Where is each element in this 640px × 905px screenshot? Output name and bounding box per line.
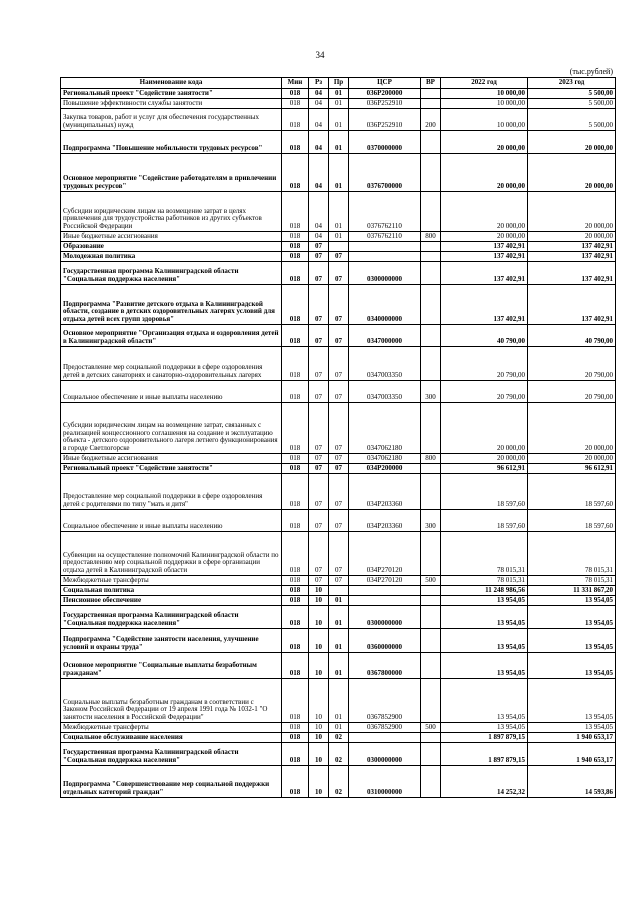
cell-vr [421, 262, 441, 285]
cell-name: Основное мероприятие "Организация отдыха и оздоровления детей в Калининградской области" [61, 325, 282, 347]
cell-rz: 10 [309, 679, 329, 723]
cell-name: Социальное обеспечение и иные выплаты населению [61, 510, 282, 532]
cell-name: Субсидии юридическим лицам на возмещение затрат, связанных с реализацией концессионного соглашения на создание и эксплуатацию объекта - детского оздоровительного лагеря летнего функционирования в городе Светлогорске [61, 403, 282, 454]
cell-2022: 137 402,91 [441, 252, 528, 262]
cell-vr [421, 403, 441, 454]
cell-name: Государственная программа Калининградской области "Социальная поддержка населения" [61, 743, 282, 766]
cell-rz: 07 [309, 381, 329, 403]
cell-vr [421, 192, 441, 232]
page-number: 34 [315, 50, 325, 60]
cell-name: Основное мероприятие "Содействие работодателям в привлечении трудовых ресурсов" [61, 154, 282, 192]
cell-csr: 0367852900 [349, 723, 421, 733]
table-row [61, 99, 616, 109]
cell-2023: 96 612,91 [528, 464, 616, 474]
cell-csr: 0310000000 [349, 766, 421, 798]
cell-name: Повышение эффективности службы занятости [61, 99, 282, 109]
cell-vr: 800 [421, 232, 441, 242]
cell-csr [349, 733, 421, 743]
table-row [61, 154, 616, 192]
table-row [61, 743, 616, 766]
header-vr: ВР [421, 78, 441, 89]
cell-pr: 07 [329, 262, 349, 285]
cell-min: 018 [282, 192, 309, 232]
cell-pr: 02 [329, 743, 349, 766]
cell-vr [421, 252, 441, 262]
cell-2022: 14 252,32 [441, 766, 528, 798]
cell-2023: 20 000,00 [528, 454, 616, 464]
cell-csr [349, 242, 421, 252]
cell-vr: 200 [421, 109, 441, 131]
header-row [61, 78, 616, 89]
cell-2023: 20 790,00 [528, 381, 616, 403]
cell-pr: 07 [329, 403, 349, 454]
cell-min: 018 [282, 242, 309, 252]
cell-min: 018 [282, 733, 309, 743]
cell-2022: 20 000,00 [441, 454, 528, 464]
cell-min: 018 [282, 586, 309, 596]
cell-2022: 13 954,05 [441, 679, 528, 723]
cell-min: 018 [282, 154, 309, 192]
cell-2022: 20 000,00 [441, 192, 528, 232]
cell-rz: 07 [309, 285, 329, 325]
table-row [61, 242, 616, 252]
cell-vr [421, 464, 441, 474]
table-row [61, 232, 616, 242]
cell-rz: 04 [309, 99, 329, 109]
cell-vr: 500 [421, 723, 441, 733]
cell-pr: 01 [329, 154, 349, 192]
cell-2023: 20 000,00 [528, 131, 616, 154]
cell-2022: 20 000,00 [441, 403, 528, 454]
cell-2022: 13 954,05 [441, 629, 528, 653]
cell-csr: 0347003350 [349, 381, 421, 403]
cell-name: Региональный проект "Содействие занятости" [61, 89, 282, 99]
cell-min: 018 [282, 252, 309, 262]
cell-csr: 0300000000 [349, 743, 421, 766]
cell-2023: 5 500,00 [528, 99, 616, 109]
cell-2022: 13 954,05 [441, 596, 528, 606]
cell-name: Социальное обеспечение и иные выплаты населению [61, 381, 282, 403]
table-row [61, 131, 616, 154]
cell-2023: 13 954,05 [528, 653, 616, 679]
cell-2023: 20 000,00 [528, 154, 616, 192]
cell-pr [329, 586, 349, 596]
cell-csr: 0340000000 [349, 285, 421, 325]
cell-rz: 07 [309, 347, 329, 381]
budget-table [60, 77, 616, 798]
cell-rz: 10 [309, 596, 329, 606]
cell-2022: 96 612,91 [441, 464, 528, 474]
cell-pr: 01 [329, 723, 349, 733]
cell-2023: 40 790,00 [528, 325, 616, 347]
cell-csr: 0300000000 [349, 606, 421, 629]
cell-2022: 13 954,05 [441, 653, 528, 679]
cell-2022: 18 597,60 [441, 474, 528, 510]
table-row [61, 89, 616, 99]
cell-2022: 20 000,00 [441, 232, 528, 242]
cell-2022: 40 790,00 [441, 325, 528, 347]
cell-name: Основное мероприятие "Социальные выплаты безработным гражданам" [61, 653, 282, 679]
header-rz: Рз [309, 78, 329, 89]
cell-csr: 036P252910 [349, 99, 421, 109]
cell-rz: 07 [309, 325, 329, 347]
cell-name: Межбюджетные трансферты [61, 576, 282, 586]
cell-pr: 02 [329, 733, 349, 743]
cell-2022: 18 597,60 [441, 510, 528, 532]
cell-min: 018 [282, 653, 309, 679]
cell-2023: 11 331 867,20 [528, 586, 616, 596]
cell-name: Предоставление мер социальной поддержки в сфере оздоровления детей в детских санаториях и санаторно-оздоровительных лагерях [61, 347, 282, 381]
cell-rz: 10 [309, 606, 329, 629]
cell-csr: 0347062180 [349, 403, 421, 454]
cell-2023: 20 000,00 [528, 403, 616, 454]
cell-pr: 01 [329, 232, 349, 242]
cell-rz: 04 [309, 192, 329, 232]
cell-vr: 500 [421, 576, 441, 586]
header-2022: 2022 год [441, 78, 528, 89]
cell-min: 018 [282, 325, 309, 347]
cell-csr: 036P252910 [349, 109, 421, 131]
cell-2023: 14 593,86 [528, 766, 616, 798]
cell-vr [421, 99, 441, 109]
cell-min: 018 [282, 454, 309, 464]
cell-2023: 5 500,00 [528, 109, 616, 131]
table-row [61, 510, 616, 532]
cell-name: Социальная политика [61, 586, 282, 596]
cell-pr: 01 [329, 653, 349, 679]
cell-pr [329, 242, 349, 252]
cell-min: 018 [282, 596, 309, 606]
cell-vr [421, 596, 441, 606]
cell-pr: 01 [329, 99, 349, 109]
table-row [61, 252, 616, 262]
cell-rz: 07 [309, 510, 329, 532]
cell-rz: 07 [309, 454, 329, 464]
cell-2022: 137 402,91 [441, 262, 528, 285]
cell-csr [349, 252, 421, 262]
cell-min: 018 [282, 285, 309, 325]
cell-rz: 07 [309, 242, 329, 252]
cell-csr: 034P203360 [349, 474, 421, 510]
cell-vr [421, 766, 441, 798]
cell-rz: 07 [309, 474, 329, 510]
cell-min: 018 [282, 606, 309, 629]
cell-rz: 10 [309, 766, 329, 798]
cell-2022: 137 402,91 [441, 285, 528, 325]
cell-2022: 78 015,31 [441, 532, 528, 576]
cell-2022: 1 897 879,15 [441, 743, 528, 766]
cell-vr [421, 154, 441, 192]
cell-csr: 0347000000 [349, 325, 421, 347]
cell-2022: 10 000,00 [441, 109, 528, 131]
table-row [61, 325, 616, 347]
cell-2023: 1 940 653,17 [528, 743, 616, 766]
cell-csr [349, 596, 421, 606]
cell-2023: 137 402,91 [528, 252, 616, 262]
cell-min: 018 [282, 232, 309, 242]
cell-rz: 04 [309, 154, 329, 192]
table-row [61, 723, 616, 733]
cell-rz: 07 [309, 464, 329, 474]
table-row [61, 109, 616, 131]
cell-name: Закупка товаров, работ и услуг для обеспечения государственных (муниципальных) нужд [61, 109, 282, 131]
cell-pr: 07 [329, 464, 349, 474]
cell-name: Предоставление мер социальной поддержки в сфере оздоровления детей с родителями по типу "мать и дитя" [61, 474, 282, 510]
cell-csr [349, 586, 421, 596]
table-row [61, 653, 616, 679]
cell-min: 018 [282, 629, 309, 653]
cell-min: 018 [282, 743, 309, 766]
table-row [61, 606, 616, 629]
cell-pr: 02 [329, 766, 349, 798]
cell-pr: 01 [329, 131, 349, 154]
cell-2022: 11 248 986,56 [441, 586, 528, 596]
cell-2023: 78 015,31 [528, 532, 616, 576]
cell-vr [421, 586, 441, 596]
cell-csr: 0376762110 [349, 232, 421, 242]
cell-name: Подпрограмма "Содействие занятости населения, улучшение условий и охраны труда" [61, 629, 282, 653]
cell-csr: 0367852900 [349, 679, 421, 723]
cell-2023: 13 954,05 [528, 606, 616, 629]
cell-csr: 0347003350 [349, 347, 421, 381]
header-name: Наименование кода [61, 78, 282, 89]
cell-min: 018 [282, 679, 309, 723]
cell-vr [421, 131, 441, 154]
cell-pr: 07 [329, 576, 349, 586]
cell-name: Пенсионное обеспечение [61, 596, 282, 606]
cell-2023: 13 954,05 [528, 679, 616, 723]
cell-name: Подпрограмма "Повышение мобильности трудовых ресурсов" [61, 131, 282, 154]
table-row [61, 576, 616, 586]
table-row [61, 586, 616, 596]
cell-name: Государственная программа Калининградской области "Социальная поддержка населения" [61, 606, 282, 629]
table-row [61, 381, 616, 403]
cell-rz: 07 [309, 403, 329, 454]
cell-name: Межбюджетные трансферты [61, 723, 282, 733]
cell-min: 018 [282, 510, 309, 532]
cell-pr: 07 [329, 532, 349, 576]
cell-min: 018 [282, 381, 309, 403]
cell-2022: 20 000,00 [441, 131, 528, 154]
cell-pr: 07 [329, 285, 349, 325]
cell-name: Молодежная политика [61, 252, 282, 262]
cell-vr [421, 606, 441, 629]
cell-vr [421, 629, 441, 653]
table-row [61, 262, 616, 285]
cell-min: 018 [282, 347, 309, 381]
cell-min: 018 [282, 464, 309, 474]
header-2023: 2023 год [528, 78, 616, 89]
cell-2023: 18 597,60 [528, 474, 616, 510]
table-row [61, 454, 616, 464]
cell-2023: 13 954,05 [528, 723, 616, 733]
cell-name: Подпрограмма "Развитие детского отдыха в Калининградской области, создание в детских оздоровительных лагерях условий для отдыха детей всех групп здоровья" [61, 285, 282, 325]
cell-min: 018 [282, 89, 309, 99]
cell-rz: 07 [309, 252, 329, 262]
cell-csr: 034P270120 [349, 576, 421, 586]
cell-pr: 07 [329, 252, 349, 262]
cell-vr [421, 679, 441, 723]
table-row [61, 629, 616, 653]
cell-2023: 13 954,05 [528, 629, 616, 653]
cell-min: 018 [282, 474, 309, 510]
cell-2023: 20 000,00 [528, 192, 616, 232]
cell-csr: 0360000000 [349, 629, 421, 653]
cell-rz: 04 [309, 109, 329, 131]
cell-min: 018 [282, 131, 309, 154]
cell-pr: 07 [329, 454, 349, 464]
cell-pr: 01 [329, 606, 349, 629]
cell-rz: 10 [309, 629, 329, 653]
cell-vr [421, 285, 441, 325]
cell-2022: 1 897 879,15 [441, 733, 528, 743]
cell-pr: 07 [329, 381, 349, 403]
cell-pr: 07 [329, 510, 349, 532]
cell-csr: 0300000000 [349, 262, 421, 285]
cell-vr [421, 733, 441, 743]
cell-name: Подпрограмма "Совершенствование мер социальной поддержки отдельных категорий граждан" [61, 766, 282, 798]
cell-csr: 034P270120 [349, 532, 421, 576]
cell-rz: 07 [309, 576, 329, 586]
cell-csr: 0347062180 [349, 454, 421, 464]
cell-pr: 01 [329, 596, 349, 606]
cell-vr: 800 [421, 454, 441, 464]
cell-pr: 01 [329, 679, 349, 723]
cell-2022: 13 954,05 [441, 723, 528, 733]
cell-rz: 10 [309, 653, 329, 679]
cell-rz: 04 [309, 131, 329, 154]
cell-name: Образование [61, 242, 282, 252]
cell-min: 018 [282, 99, 309, 109]
units-label: (тыс.рублей) [569, 67, 613, 76]
cell-rz: 04 [309, 89, 329, 99]
cell-name: Государственная программа Калининградской области "Социальная поддержка населения" [61, 262, 282, 285]
cell-pr: 01 [329, 89, 349, 99]
cell-2022: 13 954,05 [441, 606, 528, 629]
table-row [61, 474, 616, 510]
cell-pr: 01 [329, 629, 349, 653]
table-row [61, 679, 616, 723]
table-row [61, 347, 616, 381]
cell-rz: 10 [309, 733, 329, 743]
cell-rz: 07 [309, 532, 329, 576]
cell-rz: 10 [309, 586, 329, 596]
table-row [61, 192, 616, 232]
cell-2022: 20 790,00 [441, 381, 528, 403]
table-row [61, 285, 616, 325]
cell-2023: 137 402,91 [528, 285, 616, 325]
cell-csr: 0367800000 [349, 653, 421, 679]
cell-min: 018 [282, 403, 309, 454]
cell-2023: 13 954,05 [528, 596, 616, 606]
cell-2023: 137 402,91 [528, 262, 616, 285]
cell-name: Социальные выплаты безработным гражданам в соответствии с Законом Российской Федерации от 19 апреля 1991 года № 1032-1 "О занятости населения в Российской Федерации" [61, 679, 282, 723]
cell-rz: 10 [309, 743, 329, 766]
cell-2023: 5 500,00 [528, 89, 616, 99]
cell-2022: 78 015,31 [441, 576, 528, 586]
cell-2023: 137 402,91 [528, 242, 616, 252]
cell-rz: 04 [309, 232, 329, 242]
cell-2023: 1 940 653,17 [528, 733, 616, 743]
header-pr: Пр [329, 78, 349, 89]
cell-min: 018 [282, 723, 309, 733]
cell-vr: 300 [421, 510, 441, 532]
cell-2023: 20 790,00 [528, 347, 616, 381]
cell-pr: 01 [329, 109, 349, 131]
header-csr: ЦСР [349, 78, 421, 89]
cell-rz: 07 [309, 262, 329, 285]
cell-csr: 034P200000 [349, 464, 421, 474]
cell-2022: 20 790,00 [441, 347, 528, 381]
cell-vr [421, 89, 441, 99]
header-min: Мин [282, 78, 309, 89]
cell-vr [421, 653, 441, 679]
cell-min: 018 [282, 576, 309, 586]
cell-csr: 036P200000 [349, 89, 421, 99]
cell-vr [421, 743, 441, 766]
cell-vr [421, 347, 441, 381]
cell-csr: 0376700000 [349, 154, 421, 192]
cell-name: Региональный проект "Содействие занятости" [61, 464, 282, 474]
cell-name: Субвенции на осуществление полномочий Калининградской области по предоставлению мер социальной поддержки в сфере организации отдыха детей в Калининградской области [61, 532, 282, 576]
cell-2022: 137 402,91 [441, 242, 528, 252]
table-row [61, 403, 616, 454]
cell-2023: 20 000,00 [528, 232, 616, 242]
cell-vr: 300 [421, 381, 441, 403]
cell-rz: 10 [309, 723, 329, 733]
cell-pr: 07 [329, 347, 349, 381]
cell-name: Субсидии юридическим лицам на возмещение затрат в целях привлечения для трудоустройства работников из других субъектов Российской Федерации [61, 192, 282, 232]
cell-min: 018 [282, 532, 309, 576]
table-row [61, 464, 616, 474]
cell-vr [421, 325, 441, 347]
cell-2022: 20 000,00 [441, 154, 528, 192]
cell-name: Социальное обслуживание населения [61, 733, 282, 743]
cell-vr [421, 532, 441, 576]
cell-pr: 01 [329, 192, 349, 232]
cell-2023: 18 597,60 [528, 510, 616, 532]
cell-csr: 034P203360 [349, 510, 421, 532]
table-row [61, 532, 616, 576]
cell-pr: 07 [329, 474, 349, 510]
cell-name: Иные бюджетные ассигнования [61, 454, 282, 464]
cell-vr [421, 242, 441, 252]
cell-vr [421, 474, 441, 510]
cell-2022: 10 000,00 [441, 89, 528, 99]
cell-2022: 10 000,00 [441, 99, 528, 109]
table-row [61, 766, 616, 798]
cell-min: 018 [282, 262, 309, 285]
cell-name: Иные бюджетные ассигнования [61, 232, 282, 242]
table-body [61, 89, 616, 798]
table-row [61, 596, 616, 606]
table-row [61, 733, 616, 743]
cell-csr: 0370000000 [349, 131, 421, 154]
cell-csr: 0376762110 [349, 192, 421, 232]
cell-min: 018 [282, 766, 309, 798]
cell-pr: 07 [329, 325, 349, 347]
cell-min: 018 [282, 109, 309, 131]
cell-2023: 78 015,31 [528, 576, 616, 586]
